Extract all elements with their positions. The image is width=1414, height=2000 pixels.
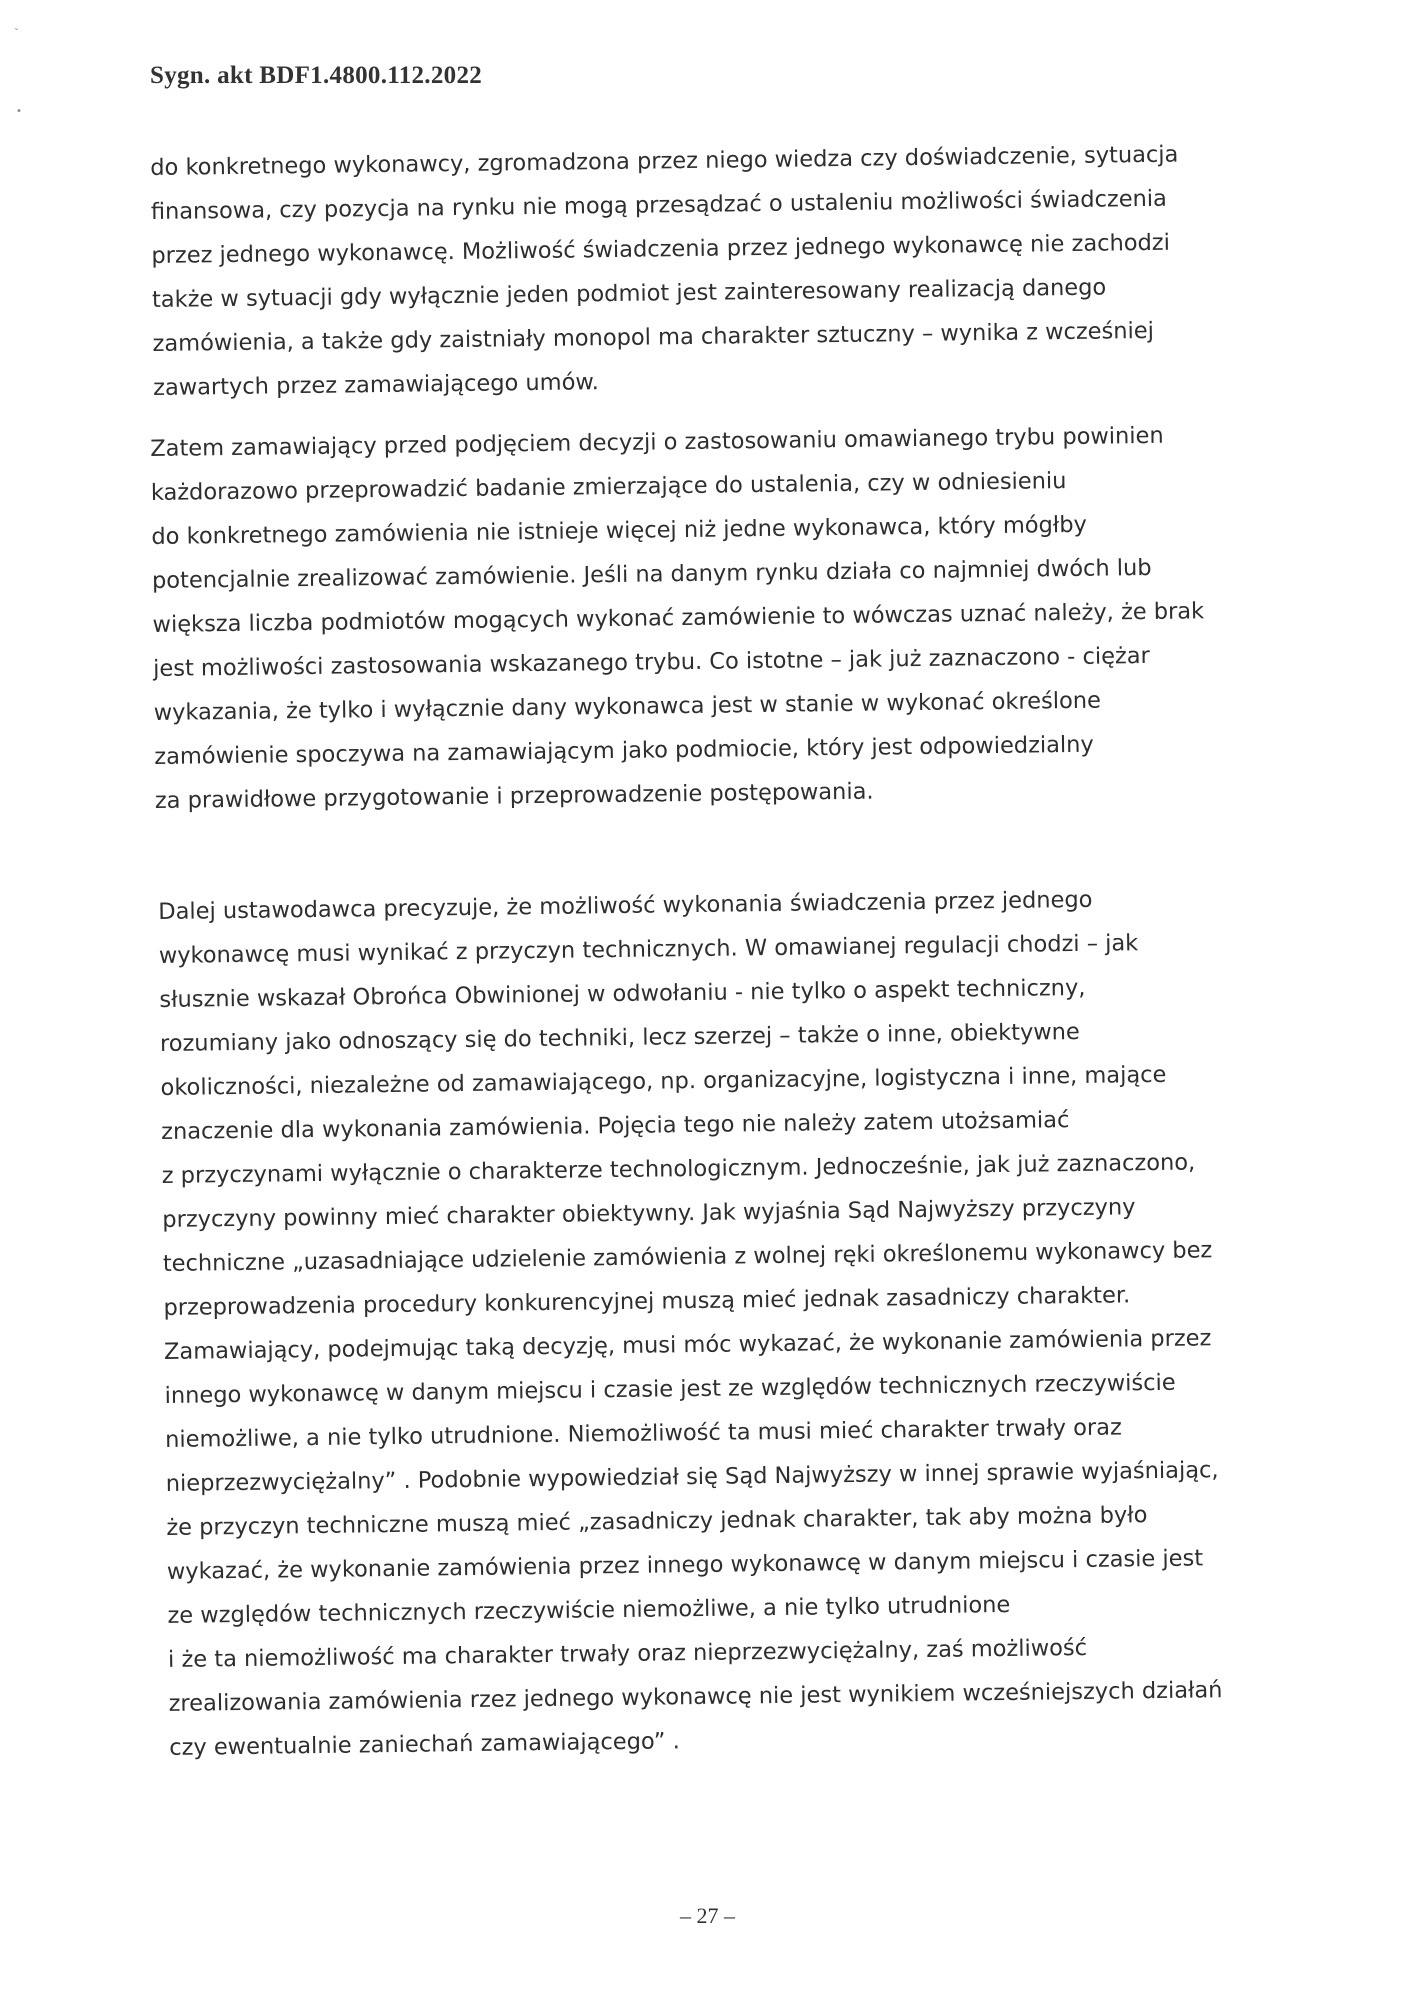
text-line: zamówienia, a także gdy zaistniały monopol ma charakter sztuczny – wynika z wcześniej [152,317,1155,357]
text-line: niemożliwe, a nie tylko utrudnione. Niemożliwość ta musi mieć charakter trwały oraz [165,1414,1122,1453]
text-line: zawartych przez zamawiającego umów. [152,369,600,401]
text-line: wykonawcę musi wynikać z przyczyn technicznych. W omawianej regulacji chodzi – jak [158,930,1139,969]
text-line: Zatem zamawiający przed podjęciem decyzji o zastosowaniu omawianego trybu powinien [150,422,1164,462]
text-line: że przyczyn techniczne muszą mieć „zasadniczy jednak charakter, tak aby można było [166,1502,1148,1541]
text-line: słusznie wskazał Obrońca Obwinionej w odwołaniu - nie tylko o aspekt techniczny, [159,974,1086,1013]
text-line: znaczenie dla wykonania zamówienia. Pojęcia tego nie należy zatem utożsamiać [160,1107,1070,1145]
text-line: finansowa, czy pozycja na rynku nie mogą przesądzać o ustaleniu możliwości świadczenia [150,185,1168,225]
text-line: jest możliwości zastosowania wskazanego trybu. Co istotne – jak już zaznaczono - ciężar [152,642,1150,682]
paragraph [150,413,1207,823]
text-line: przez jednego wykonawcę. Możliwość świadczenia przez jednego wykonawcę nie zachodzi [151,229,1171,269]
case-signature: Sygn. akt BDF1.4800.112.2022 [150,62,483,89]
text-line: z przyczynami wyłącznie o charakterze technologicznym. Jednocześnie, jak już zaznaczono, [161,1149,1196,1189]
text-line: potencjalnie zrealizować zamówienie. Jeśli na danym rynku działa co najmniej dwóch lub [151,554,1152,594]
scan-speck: • [16,106,22,117]
text-line: wykazać, że wykonanie zamówienia przez innego wykonawcę w danym miejscu i czasie jest [166,1545,1204,1585]
text-line: Zamawiający, podejmując taką decyzję, musi móc wykazać, że wykonanie zamówienia przez [163,1325,1212,1365]
text-line: ze względów technicznych rzeczywiście niemożliwe, a nie tylko utrudnione [167,1591,1011,1629]
paragraph [150,133,1181,410]
text-line: przyczyny powinny mieć charakter obiektywny. Jak wyjaśnia Sąd Najwyższy przyczyny [162,1194,1136,1233]
text-line: przeprowadzenia procedury konkurencyjnej muszą mieć jednak zasadniczy charakter. [163,1282,1131,1321]
text-line: do konkretnego zamówienia nie istnieje więcej niż jedne wykonawca, który mógłby [151,511,1088,550]
text-line: innego wykonawcę w danym miejscu i czasie jest ze względów technicznych rzeczywiście [164,1369,1176,1409]
text-line: rozumiany jako odnoszący się do techniki, lecz szerzej – także o inne, obiektywne [159,1018,1080,1057]
text-line: techniczne „uzasadniające udzielenie zamówienia z wolnej ręki określonemu wykonawcy bez [162,1237,1213,1277]
text-line: okoliczności, niezależne od zamawiającego, np. organizacyjne, logistyczna i inne, mające [160,1061,1167,1101]
text-line: i że ta niemożliwość ma charakter trwały oraz nieprzezwyciężalny, zaś możliwość [167,1634,1088,1673]
text-line: do konkretnego wykonawcy, zgromadzona przez niego wiedza czy doświadczenie, sytuacja [150,141,1179,181]
text-line: także w sytuacji gdy wyłącznie jeden podmiot jest zainteresowany realizacją danego [151,274,1107,313]
text-line: większa liczba podmiotów mogących wykonać zamówienie to wówczas uznać należy, że brak [152,598,1205,638]
paragraph [158,876,1223,1770]
text-line: czy ewentualnie zaniechań zamawiającego” . [169,1728,680,1761]
text-line: zrealizowania zamówienia rzez jednego wykonawcę nie jest wynikiem wcześniejszych działań [168,1677,1223,1717]
text-line: za prawidłowe przygotowanie i przeprowadzenie postępowania. [154,778,874,814]
scan-speck: ˇ [14,28,19,39]
text-line: zamówienie spoczywa na zamawiającym jako podmiocie, który jest odpowiedzialny [154,731,1094,770]
text-line: Dalej ustawodawca precyzuje, że możliwość wykonania świadczenia przez jednego [158,886,1093,925]
page-number: – 27 – [680,1903,735,1928]
text-line: każdorazowo przeprowadzić badanie zmierzające do ustalenia, czy w odniesieniu [150,468,1067,506]
text-line: wykazania, że tylko i wyłącznie dany wykonawca jest w stanie w wykonać określone [153,687,1102,726]
text-line: nieprzezwyciężalny” . Podobnie wypowiedział się Sąd Najwyższy w innej sprawie wyjaśniając, [165,1457,1219,1497]
